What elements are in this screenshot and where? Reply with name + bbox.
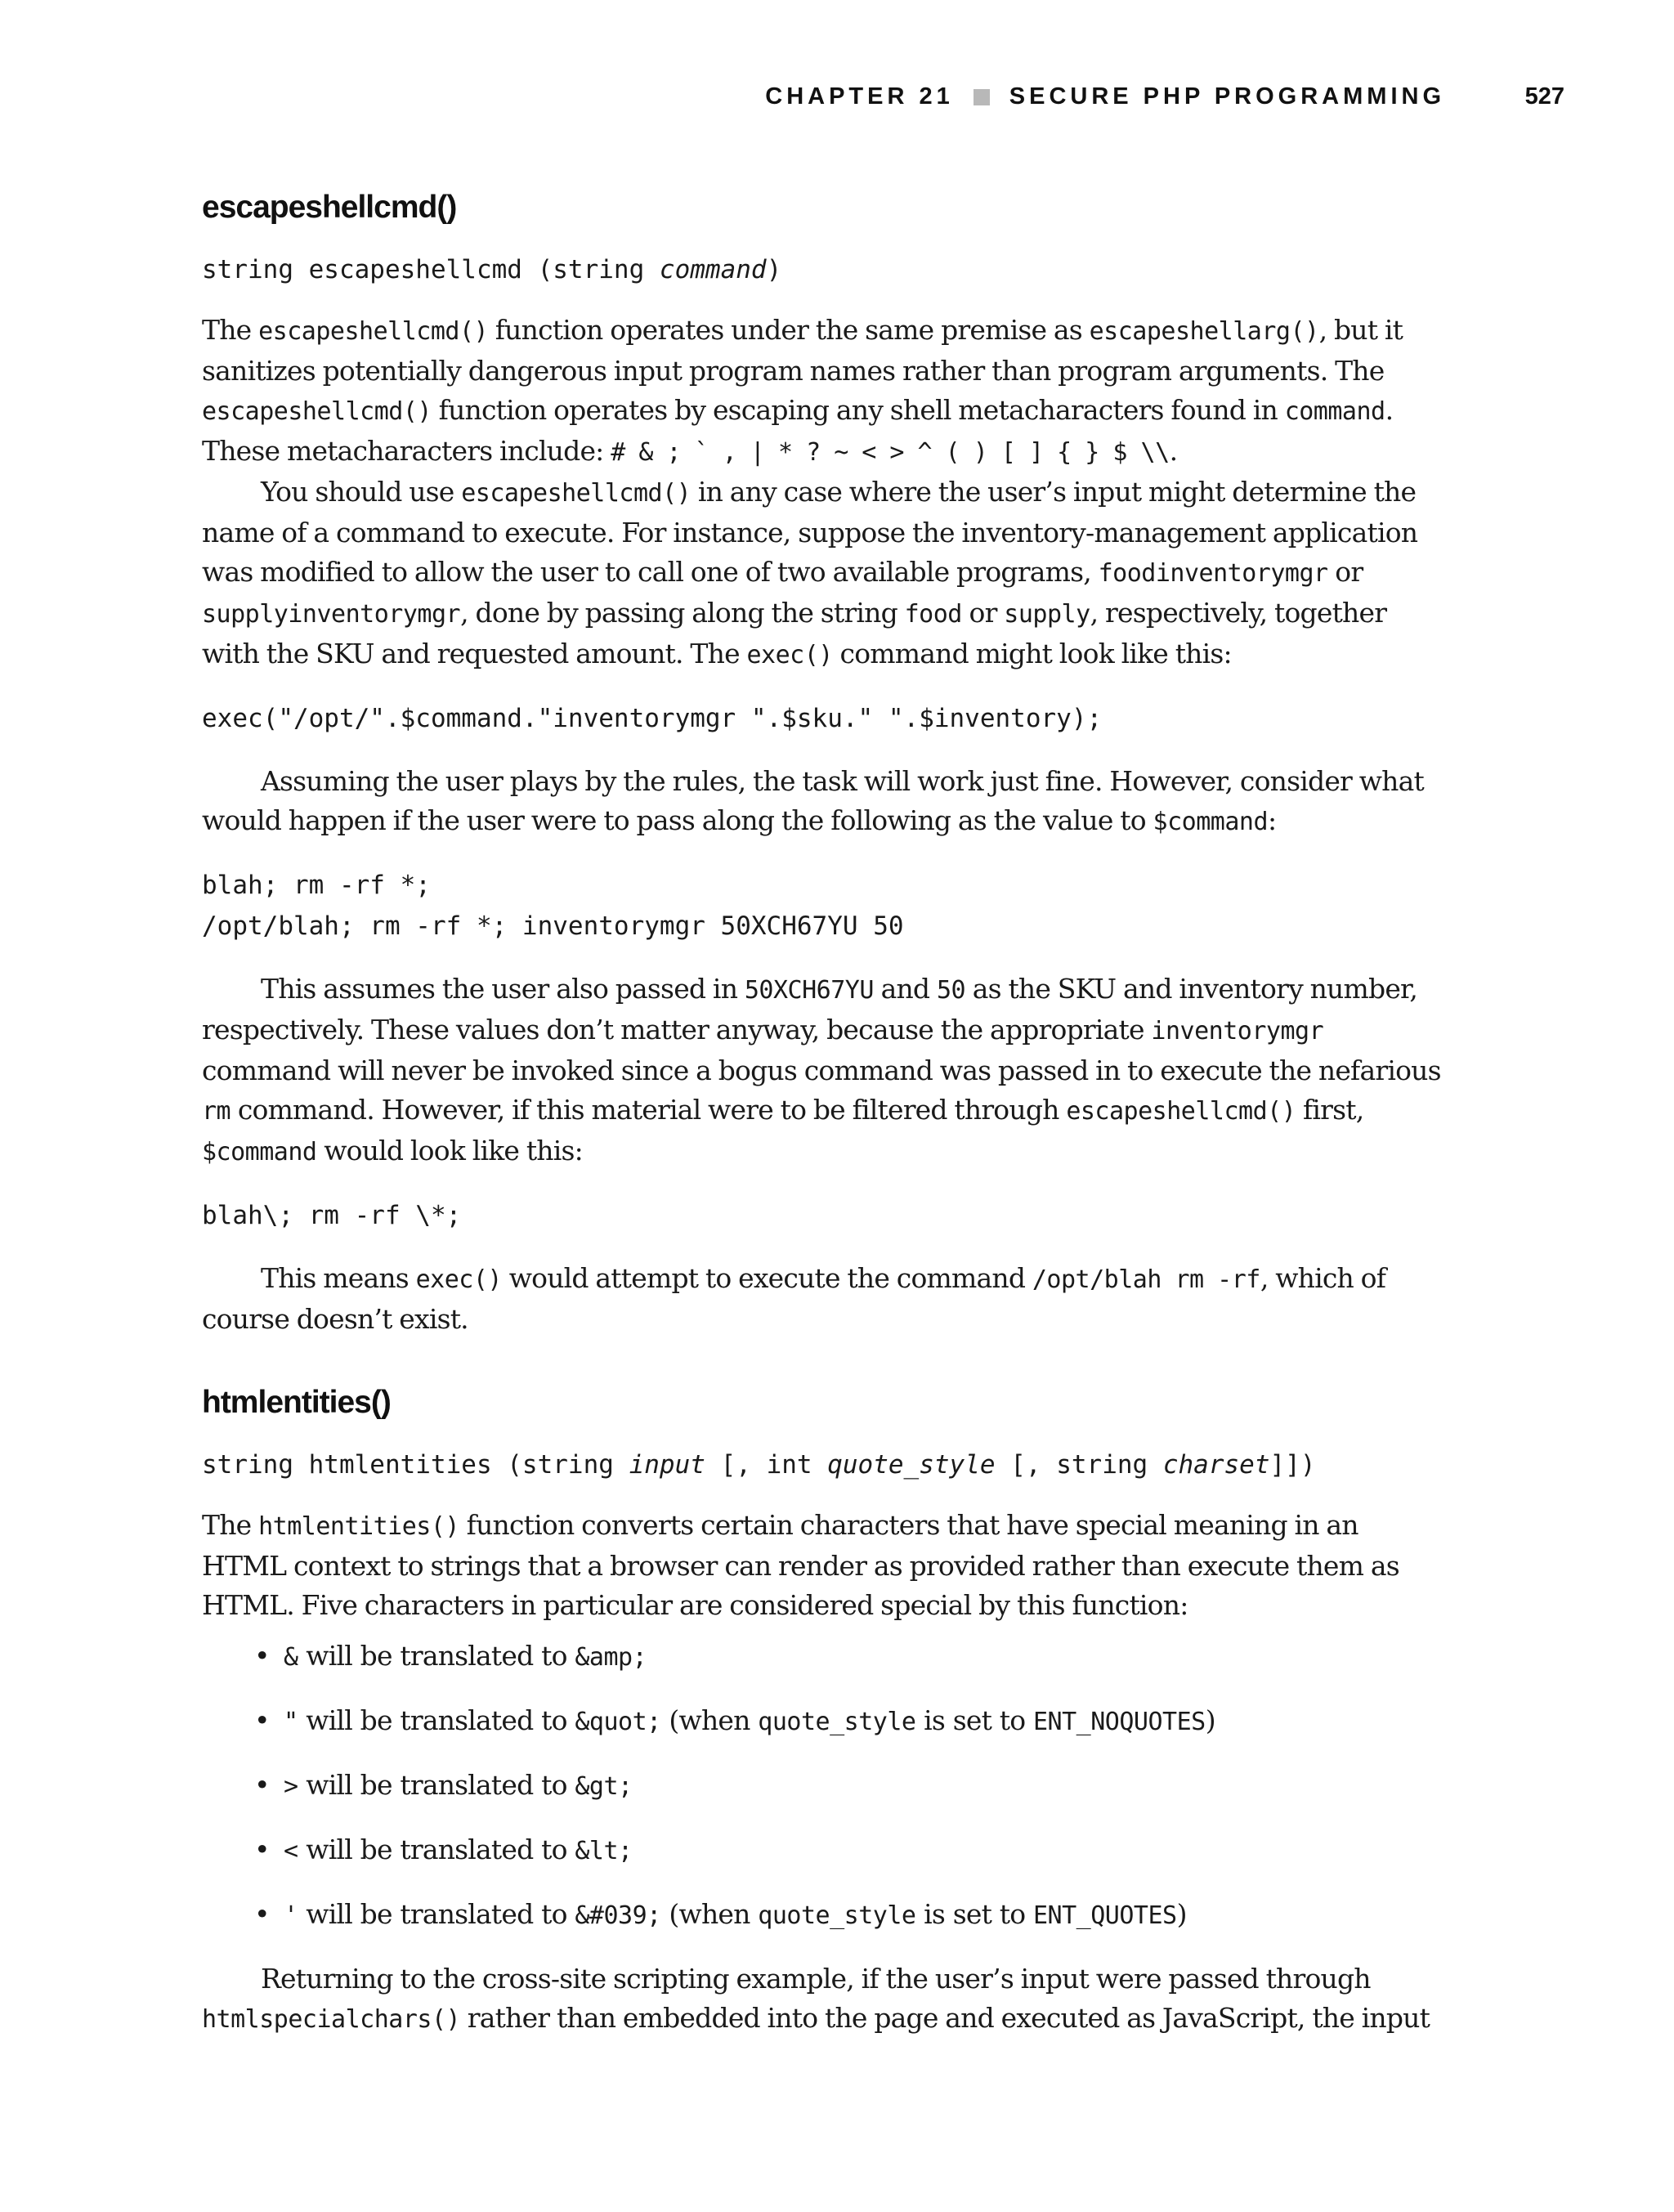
running-head-title	[765, 83, 1445, 110]
paragraph: The escapeshellcmd() function operates under the same premise as escapeshellarg(), but it sanitizes potentially dangerous input program names rather than program arguments. The escapeshellcmd() function operates by escaping any shell metacharacters found in command. These metacharacters include: # & ; ` , | * ? ~ < > ^ ( ) [ ] { } $ \\.	[202, 314, 1403, 467]
code-block: exec("/opt/".$command."inventorymgr ".$sku." ".$inventory);	[202, 704, 1103, 733]
page-body	[202, 190, 1444, 2040]
bullet-icon: •	[254, 1640, 270, 1672]
list-item: • ' will be translated to &#039; (when quote_style is set to ENT_QUOTES)	[202, 1895, 1444, 1936]
bullet-list	[202, 1637, 1444, 1936]
running-head	[0, 82, 1674, 118]
chapter-label: CHAPTER 21	[765, 83, 954, 110]
list-item: • > will be translated to &gt;	[202, 1766, 1444, 1807]
function-signature: string htmlentities (string input [, int quote_style [, string charset]])	[202, 1450, 1316, 1480]
function-signature: string escapeshellcmd (string command)	[202, 255, 782, 284]
paragraph: This assumes the user also passed in 50XCH67YU and 50 as the SKU and inventory number, respectively. These values don’t matter anyway, because the appropriate inventorymgr command will never be invoked since a bogus command was passed in to execute the nefarious rm command. However, if this material were to be filtered through escapeshellcmd() first, $command would look like this:	[202, 973, 1441, 1166]
code-block: blah\; rm -rf \*;	[202, 1201, 462, 1230]
code-block: blah; rm -rf *; /opt/blah; rm -rf *; inventorymgr 50XCH67YU 50	[202, 871, 904, 941]
list-item: • & will be translated to &amp;	[202, 1637, 1444, 1677]
paragraph: Assuming the user plays by the rules, the task will work just fine. However, consider what would happen if the user were to pass along the following as the value to $command:	[202, 765, 1424, 836]
paragraph: You should use escapeshellcmd() in any case where the user’s input might determine the name of a command to execute. For instance, suppose the inventory-management application was modified to allow the user to call one of two available programs, foodinventorymgr or supplyinventorymgr, done by passing along the string food or supply, respectively, together with the SKU and requested amount. The exec() command might look like this:	[202, 476, 1418, 669]
bullet-icon: •	[254, 1898, 270, 1930]
section-heading-escapeshellcmd: escapeshellcmd()	[202, 190, 457, 225]
paragraph: Returning to the cross-site scripting example, if the user’s input were passed through htmlspecialchars() rather than embedded into the page and executed as JavaScript, the input	[202, 1963, 1430, 2034]
bullet-icon: •	[254, 1834, 270, 1865]
separator-square-icon	[974, 89, 990, 105]
list-item: • < will be translated to &lt;	[202, 1830, 1444, 1871]
list-item: • " will be translated to &quot; (when quote_style is set to ENT_NOQUOTES)	[202, 1701, 1444, 1742]
paragraph: The htmlentities() function converts certain characters that have special meaning in an HTML context to strings that a browser can render as provided rather than execute them as HTML. Five characters in particular are considered special by this function:	[202, 1509, 1399, 1621]
bullet-icon: •	[254, 1769, 270, 1801]
section-heading-htmlentities: htmlentities()	[202, 1385, 391, 1420]
page-number: 527	[1524, 83, 1564, 110]
chapter-title: SECURE PHP PROGRAMMING	[1009, 83, 1445, 110]
bullet-icon: •	[254, 1704, 270, 1736]
paragraph: This means exec() would attempt to execute the command /opt/blah rm -rf, which of course doesn’t exist.	[202, 1262, 1386, 1335]
section-gap	[202, 1339, 1444, 1385]
